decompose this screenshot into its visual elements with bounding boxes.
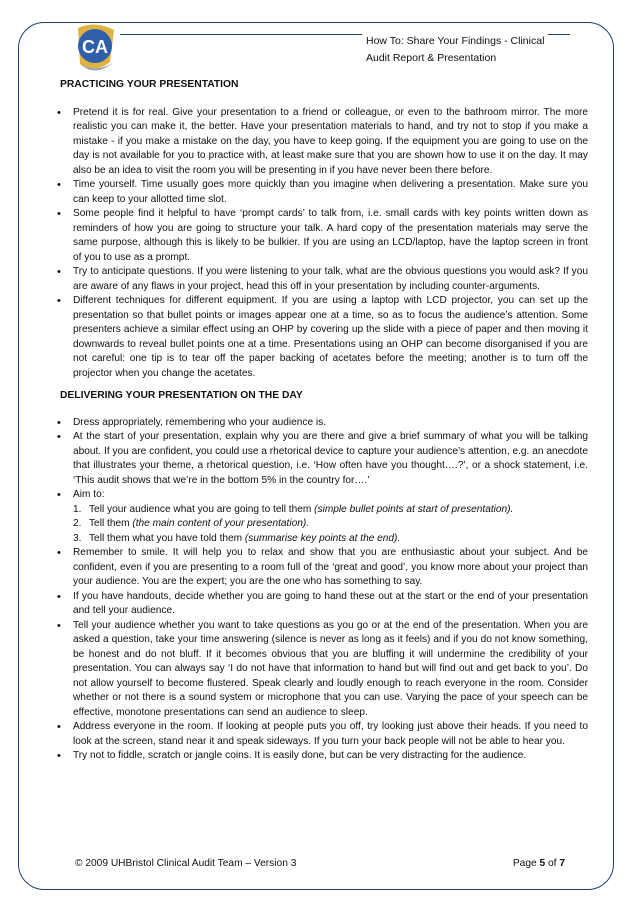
practicing-list bbox=[60, 106, 588, 382]
list-item: • Some people find it helpful to have ‘prompt cards’ to talk from, i.e. small cards with key points written down as reminders of how you are going to structure your talk. A hard copy of the presentation materials may serve the same purpose, although this is likely to be bulkier. If you are using an LCD/laptop, have the laptop screen in front of you to use as a prompt. bbox=[60, 207, 588, 265]
document-title bbox=[366, 33, 576, 67]
list-item: • Address everyone in the room. If looking at people puts you off, try looking just above their heads. If you need to look at the screen, stand near it and speak sideways. If you turn your back people will not be able to hear you. bbox=[60, 720, 588, 749]
list-item-aims bbox=[60, 488, 588, 546]
list-item: • Dress appropriately, remembering who your audience is. bbox=[60, 416, 588, 431]
list-item: • Time yourself. Time usually goes more quickly than you imagine when delivering a presentation. Make sure you can keep to your allotted time slot. bbox=[60, 178, 588, 207]
logo-text: CA bbox=[82, 37, 108, 57]
list-item: • At the start of your presentation, explain why you are there and give a brief summary of what you will be talking about. If you are confident, you could use a rhetorical device to capture your audience’s attention, e.g. an anecdote that illustrates your theme, a rhetorical question, i.e. ‘How often have you thought….?’, or a shock statement, i.e. ‘This audit shows that we’re in the bottom 5% in the country for….’ bbox=[60, 430, 588, 488]
page-number: Page 5 of 7 bbox=[512, 858, 565, 869]
list-item: • Try not to fiddle, scratch or jangle coins. It is easily done, but can be very distracting for the audience. bbox=[60, 749, 588, 764]
copyright-text: © 2009 UHBristol Clinical Audit Team – Version 3 bbox=[75, 858, 297, 869]
aim-item: 1. Tell your audience what you are going to tell them (simple bullet points at start of presentation). bbox=[73, 503, 514, 515]
title-line-1: How To: Share Your Findings - Clinical bbox=[366, 35, 545, 47]
header-rule bbox=[120, 34, 362, 35]
title-line-2: Audit Report & Presentation bbox=[366, 52, 497, 64]
list-item: • Try to anticipate questions. If you were listening to your talk, what are the obvious questions you would ask? If you are aware of any flaws in your project, head this off in your presentation by including counter-arguments. bbox=[60, 265, 588, 294]
list-item: • Tell your audience whether you want to take questions as you go or at the end of the presentation. When you are asked a question, take your time answering (silence is never as long as it feels) and if you do not know something, be honest and do not bluff. If it becomes obvious that you are bluffing it will undermine the credibility of your presentation. You can always say ‘I do not have that information to hand but will find out and get back to you’. Do not allow yourself to become flustered. Speak clearly and loudly enough to reach everyone in the room. Consider whether or not there is a sound system or microphone that you can use. Varying the pace of your speech can be effective, monotone presentations can send an audience to sleep. bbox=[60, 619, 588, 721]
aim-item: 2. Tell them (the main content of your presentation). bbox=[73, 518, 310, 529]
delivering-list bbox=[60, 416, 588, 764]
aim-label: • Aim to: bbox=[73, 489, 105, 500]
list-item: • Remember to smile. It will help you to relax and show that you are enthusiastic about your subject. And be confident, even if you are presenting to a room full of the ‘great and good’, you know more about your project than your audience. You are the expert; you are the one who has something to say. bbox=[60, 546, 588, 590]
aim-item: 3. Tell them what you have told them (summarise key points at the end). bbox=[73, 532, 401, 544]
section-heading-delivering: DELIVERING YOUR PRESENTATION ON THE DAY bbox=[60, 390, 303, 401]
list-item: • If you have handouts, decide whether you are going to hand these out at the start or the end of your presentation and tell your audience. bbox=[60, 590, 588, 619]
list-item: • Pretend it is for real. Give your presentation to a friend or colleague, or even to the bathroom mirror. The more realistic you can make it, the better. Have your presentation materials to hand, and try not to stop if you make a mistake - if you make a mistake on the day, you have to keep going. If the equipment you are going to use on the day is not available for you to practice with, at least make sure that you are shown how to use it on the day. It may also be an idea to visit the room you will be presenting in if you have never been there before. bbox=[60, 106, 588, 179]
clinical-audit-logo bbox=[70, 22, 120, 78]
aims-list bbox=[73, 503, 588, 547]
section-heading-practicing: PRACTICING YOUR PRESENTATION bbox=[60, 79, 239, 90]
list-item: • Different techniques for different equipment. If you are using a laptop with LCD projector, you can set up the presentation so that bullet points or images appear one at a time, so as to focus the audience’s attention. Some presenters achieve a similar effect using an OHP by covering up the slide with a piece of paper and then moving it downwards to reveal bullet points one at a time. Presentations using an OHP can become disorganised if you are not careful: one tip is to tear off the paper backing of acetates before the meeting; another is to turn off the projector when you change the acetates. bbox=[60, 294, 588, 381]
main-content bbox=[60, 78, 588, 764]
delivering-section bbox=[60, 389, 588, 764]
